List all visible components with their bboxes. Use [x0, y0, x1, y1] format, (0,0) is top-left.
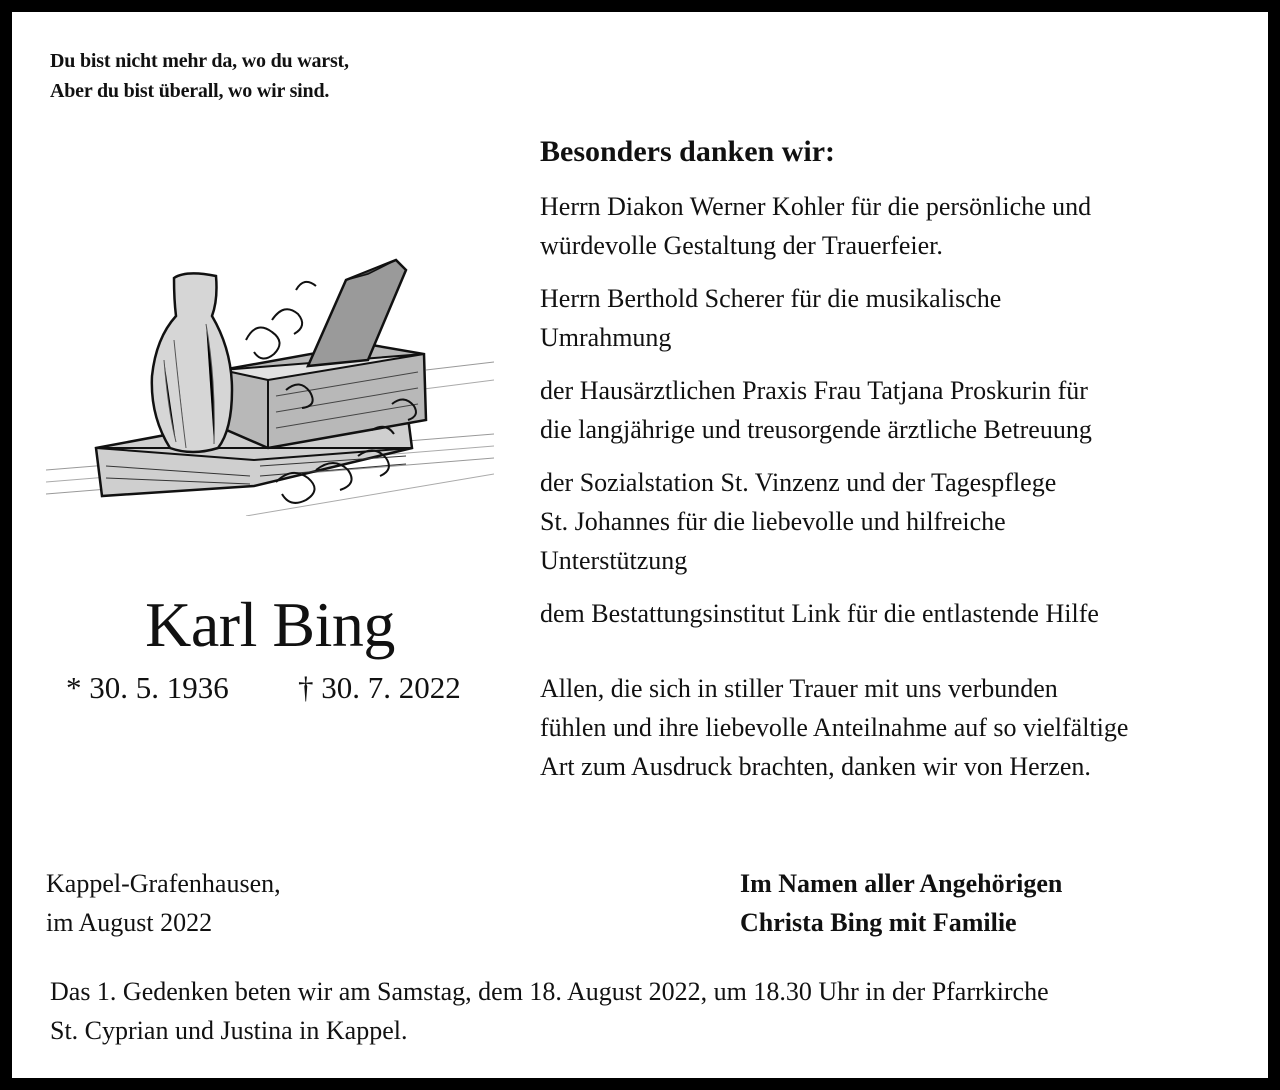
- thanks-entry: [540, 187, 1260, 265]
- thanks-heading: Besonders danken wir:: [540, 135, 836, 168]
- thanks-line: dem Bestattungsinstitut Link für die entlastende Hilfe: [540, 599, 1099, 628]
- poem-line: Aber du bist überall, wo wir sind.: [50, 80, 330, 102]
- carpenter-plane-illustration-icon: [46, 220, 494, 516]
- place-date: [46, 864, 281, 942]
- thanks-line: St. Johannes für die liebevolle und hilfreiche: [540, 507, 1006, 536]
- poem: [50, 46, 349, 106]
- death-date: † 30. 7. 2022: [298, 670, 461, 705]
- closing-line: Art zum Ausdruck brachten, danken wir von Herzen.: [540, 752, 1091, 781]
- signature-line: Im Namen aller Angehörigen: [740, 869, 1063, 898]
- closing-line: fühlen und ihre liebevolle Anteilnahme auf so vielfältige: [540, 713, 1129, 742]
- thanks-line: Herrn Diakon Werner Kohler für die persönliche und: [540, 192, 1092, 221]
- thanks-line: Umrahmung: [540, 323, 672, 352]
- memorial-line: St. Cyprian und Justina in Kappel.: [50, 1016, 408, 1045]
- thanks-entry: [540, 279, 1260, 357]
- thanks-line: Unterstützung: [540, 546, 688, 575]
- closing-line: Allen, die sich in stiller Trauer mit uns verbunden: [540, 674, 1058, 703]
- thanks-line: die langjährige und treusorgende ärztliche Betreuung: [540, 415, 1092, 444]
- memorial-line: Das 1. Gedenken beten wir am Samstag, dem 18. August 2022, um 18.30 Uhr in der Pfarrkirche: [50, 977, 1049, 1006]
- poem-line: Du bist nicht mehr da, wo du warst,: [50, 50, 349, 72]
- thanks-entry: [540, 594, 1260, 633]
- thanks-entry: [540, 463, 1260, 580]
- place-line: im August 2022: [46, 908, 213, 937]
- signature: [740, 864, 1062, 942]
- thanks-line: Herrn Berthold Scherer für die musikalische: [540, 284, 1002, 313]
- thanks-section: [540, 130, 1260, 786]
- memorial-notice: [50, 972, 1250, 1050]
- deceased-name: Karl Bing: [145, 589, 395, 660]
- thanks-line: würdevolle Gestaltung der Trauerfeier.: [540, 231, 943, 260]
- obituary-card: [12, 12, 1268, 1078]
- thanks-line: der Sozialstation St. Vinzenz und der Tagespflege: [540, 468, 1057, 497]
- thanks-line: der Hausärztlichen Praxis Frau Tatjana Proskurin für: [540, 376, 1088, 405]
- closing-paragraph: [540, 669, 1260, 786]
- signature-line: Christa Bing mit Familie: [740, 908, 1017, 937]
- thanks-entry: [540, 371, 1260, 449]
- place-line: Kappel-Grafenhausen,: [46, 869, 281, 898]
- birth-date: * 30. 5. 1936: [66, 670, 229, 705]
